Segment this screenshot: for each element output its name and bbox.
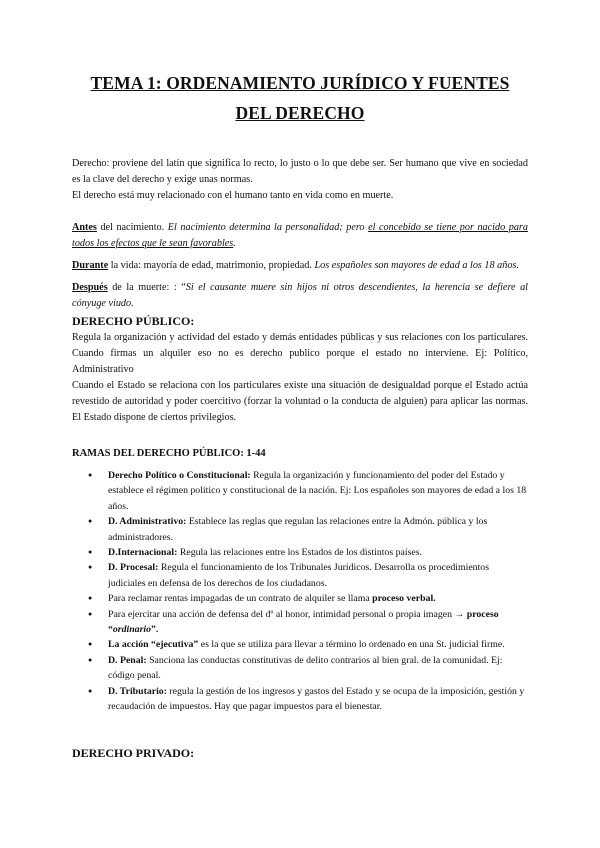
list-item [108,684,528,715]
despues-paragraph [72,280,528,312]
item-text: Regula la organización y funcionamiento del poder del Estado y establece el régimen político y constitucional de la nación. Ej: Los españoles son mayores de edad a los 18 años. [108,470,527,512]
publico-paragraph-2: Cuando el Estado se relaciona con los particulares existe una situación de desigualdad porque el Estado actúa revestido de autoridad y poder coercitivo (forzar la voluntad o la conducta de alguien) para aplicar las normas. El Estado dispone de ciertos privilegios. [72,380,528,423]
item-term: D.Internacional: [108,547,178,559]
item-text: Regula el funcionamiento de los Tribunales Jurídicos. Desarrolla os procedimientos judiciales en defensa de los derechos de los ciudadanos. [108,562,490,589]
item-text: Sanciona las conductas constitutivas de delito contrarios al bien gral. de la comunidad. Ej: código penal. [108,654,503,682]
despues-text: de la muerte: : “ [107,282,186,293]
antes-italic-underlined: el concebido se tiene por nacido para todos los efectos que le sean favorables [72,222,528,249]
item-text: Para reclamar rentas impagadas de un contrato de alquiler se llama [108,593,373,605]
durante-paragraph [72,258,528,274]
despues-italic: Si el causante muere sin hijos ni otros descendientes, la herencia se defiere al cónyuge viudo. [72,282,528,309]
item-term: La acción “ejecutiva” [108,639,199,651]
item-term-italic: ordinario [112,624,152,636]
list-item [108,653,528,684]
heading-ramas: RAMAS DEL DERECHO PÚBLICO: 1-44 [72,448,266,459]
item-text: regula la gestión de los ingresos y gastos del Estado y se ocupa de la imposición, gestión y recaudación de impuestos. Hay que pagar impuestos para el bienestar. [108,685,525,713]
list-item [108,514,528,545]
heading-derecho-privado: DERECHO PRIVADO: [72,745,195,760]
durante-italic: Los españoles son mayores de edad a los 18 años [314,260,517,271]
antes-label: Antes [72,222,97,233]
item-term: D. Administrativo: [108,516,187,528]
list-item [108,591,528,606]
antes-paragraph [72,220,528,252]
item-term-close: ”. [151,624,159,636]
item-term: D. Penal: [108,654,147,666]
item-text: Regula las relaciones entre los Estados de los distintos países. [177,547,423,559]
durante-end: . [516,260,519,271]
item-term: D. Procesal: [108,562,159,574]
item-term: proceso “ [108,608,499,636]
intro-definition: Derecho: proviene del latín que significa lo recto, lo justo o lo que debe ser. Ser humano que vive en sociedad es la clave del derecho y exige unas normas. [72,158,528,185]
item-term: Derecho Político o Constitucional: [108,470,251,481]
list-item [108,560,528,591]
item-text: Establece las reglas que regulan las relaciones entre la Admón. pública y los administradores. [108,516,488,543]
document-title: TEMA 1: ORDENAMIENTO JURÍDICO Y FUENTES DEL DERECHO [90,73,510,123]
list-item [108,607,528,638]
item-text: Para ejercitar una acción de defensa del dº al honor, intimidad personal o propia imagen → [108,608,467,620]
antes-text: del nacimiento. [96,222,168,233]
item-term: proceso verbal. [372,593,436,605]
list-item [108,468,528,514]
despues-label: Después [72,282,108,293]
durante-label: Durante [72,260,109,271]
list-item [108,545,528,560]
ramas-list [72,468,528,715]
publico-paragraph-1: Regula la organización y actividad del estado y demás entidades públicas y sus relaciones con los particulares. Cuando firmas un alquiler eso no es derecho publico porque el estado no interviene. Ej: Político, Administrativo [72,332,528,375]
intro-life-death: El derecho está muy relacionado con el humano tanto en vida como en muerte. [72,190,394,201]
item-term: D. Tributario: [108,685,167,697]
antes-italic: El nacimiento determina la personalidad; pero [167,222,369,233]
antes-end: . [233,238,236,249]
item-text: es la que se utiliza para llevar a término lo ordenado en una St. judicial firme. [198,639,505,651]
durante-text: la vida: mayoría de edad, matrimonio, propiedad. [108,260,315,271]
list-item [108,637,528,652]
heading-derecho-publico: DERECHO PÚBLICO: [72,314,195,328]
